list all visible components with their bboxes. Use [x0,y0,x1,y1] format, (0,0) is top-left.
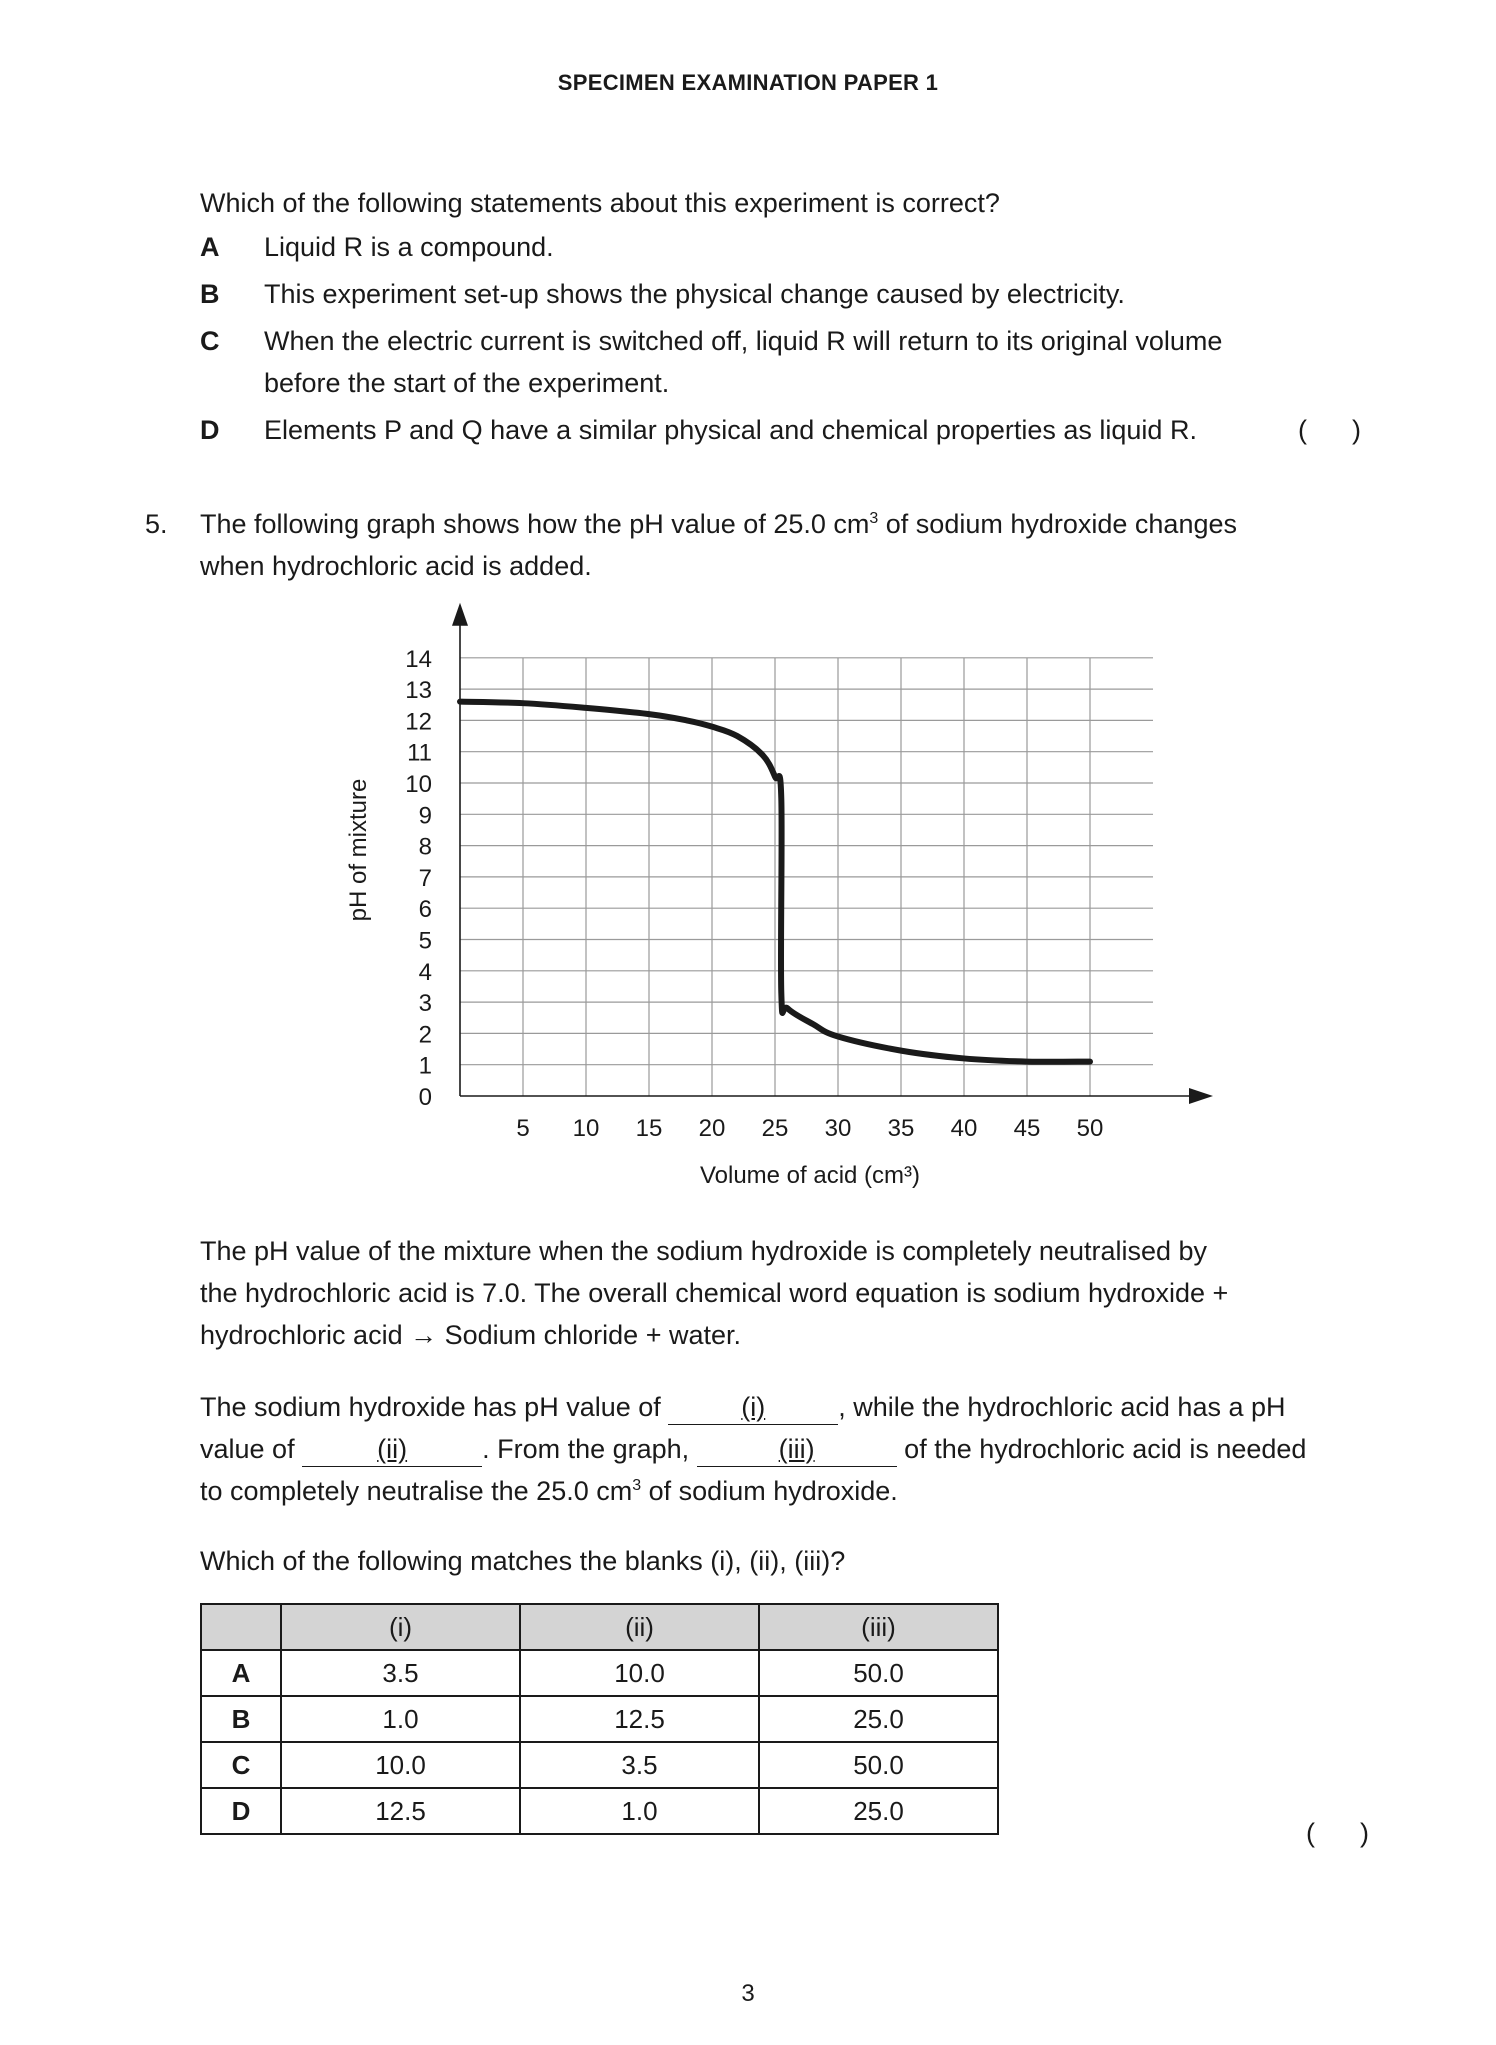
q5-para2-line2 [200,1428,1306,1470]
blank-iii[interactable] [697,1434,897,1467]
blank-iii-label: (iii) [778,1434,815,1464]
y-tick-label: 6 [418,896,432,924]
blank-ii-label: (ii) [377,1434,408,1464]
q5-para2-part-f: to completely neutralise the 25.0 cm [200,1476,633,1506]
y-tick-label: 7 [418,864,432,892]
q4-option-c-text-line2: before the start of the experiment. [264,368,670,398]
table-cell-iii: 50.0 [759,1742,998,1788]
q4-option-a-letter: A [200,232,220,262]
y-tick-label: 13 [405,677,432,705]
q5-stem-line2: when hydrochloric acid is added. [200,551,592,581]
y-tick-label: 3 [418,990,432,1018]
q4-answer-brackets: ( ) [1298,415,1361,445]
q4-option-b-text: This experiment set-up shows the physical change caused by electricity. [264,279,1125,309]
table-row-letter: C [201,1742,281,1788]
table-header-iii: (iii) [759,1604,998,1650]
q5-para1-line2: the hydrochloric acid is 7.0. The overall chemical word equation is sodium hydroxide + [200,1278,1229,1308]
q5-para1-line1: The pH value of the mixture when the sodium hydroxide is completely neutralised by [200,1236,1208,1266]
chart-y-axis-label: pH of mixture [345,778,372,922]
q5-stem-part-a: The following graph shows how the pH value of 25.0 cm [200,509,870,539]
table-row-b[interactable] [201,1696,998,1742]
q4-option-c-letter: C [200,326,220,356]
y-tick-label: 0 [418,1084,432,1111]
q5-para2-line3 [200,1470,898,1512]
table-cell-i: 1.0 [281,1696,520,1742]
q4-option-d-letter: D [200,415,220,445]
y-tick-label: 14 [405,645,432,673]
q5-answer-brackets: ( ) [1306,1818,1369,1848]
table-row-c[interactable] [201,1742,998,1788]
q4-option-d-text: Elements P and Q have a similar physical and chemical properties as liquid R. [264,415,1197,445]
q5-number: 5. [145,509,168,539]
x-axis-arrow [1189,1088,1213,1104]
table-row-letter: A [201,1650,281,1696]
table-cell-ii: 3.5 [520,1742,759,1788]
x-tick-label: 45 [1013,1115,1041,1142]
table-cell-iii: 25.0 [759,1696,998,1742]
table-cell-i: 12.5 [281,1788,520,1834]
q4-option-a-text: Liquid R is a compound. [264,232,554,262]
q4-stem: Which of the following statements about this experiment is correct? [200,188,1000,218]
page-number: 3 [741,1980,755,2007]
y-tick-label: 8 [418,833,432,861]
table-cell-iii: 50.0 [759,1650,998,1696]
table-cell-i: 3.5 [281,1650,520,1696]
table-row-letter: B [201,1696,281,1742]
table-header-blank [201,1604,281,1650]
q4-option-b-letter: B [200,279,220,309]
answer-table-header-row [201,1604,998,1650]
answer-table [200,1603,999,1835]
blank-ii[interactable] [302,1434,482,1467]
x-tick-label: 5 [516,1115,530,1142]
q5-para2-part-d: . From the graph, [482,1434,697,1464]
y-axis-arrow [452,603,468,626]
table-row-letter: D [201,1788,281,1834]
y-tick-label: 9 [418,802,432,830]
table-cell-ii: 10.0 [520,1650,759,1696]
y-tick-label: 4 [418,958,432,986]
x-tick-label: 25 [761,1115,789,1142]
y-tick-label: 10 [405,771,432,798]
table-cell-ii: 1.0 [520,1788,759,1834]
y-tick-label: 2 [418,1021,432,1049]
x-tick-label: 15 [635,1115,663,1142]
x-tick-label: 30 [824,1115,852,1142]
blank-i[interactable] [668,1392,838,1425]
table-header-ii: (ii) [520,1604,759,1650]
table-row-a[interactable] [201,1650,998,1696]
q5-para2-superscript: 3 [632,1477,642,1494]
table-cell-ii: 12.5 [520,1696,759,1742]
table-cell-iii: 25.0 [759,1788,998,1834]
q5-stem-superscript: 3 [869,510,879,527]
chart-x-axis-label: Volume of acid (cm³) [699,1162,921,1189]
q5-stem-part-b: of sodium hydroxide changes [878,509,1237,539]
y-tick-label: 1 [418,1052,432,1080]
x-tick-label: 20 [698,1115,726,1142]
table-header-i: (i) [281,1604,520,1650]
x-tick-label: 50 [1076,1115,1104,1142]
q5-para2-part-e: of the hydrochloric acid is needed [896,1434,1307,1464]
q5-para2-part-a: The sodium hydroxide has pH value of [200,1392,669,1422]
q5-para1-line3: hydrochloric acid → Sodium chloride + water. [200,1320,742,1350]
page-header: SPECIMEN EXAMINATION PAPER 1 [557,70,939,95]
table-row-d[interactable] [201,1788,998,1834]
q4-option-c-text: When the electric current is switched off, liquid R will return to its original volume [264,326,1223,356]
y-tick-label: 11 [407,739,432,767]
q5-para2-line1 [200,1386,1286,1428]
blank-i-label: (i) [741,1392,766,1422]
table-cell-i: 10.0 [281,1742,520,1788]
q5-para2-part-b: , while the hydrochloric acid has a pH [838,1392,1286,1422]
x-tick-label: 40 [950,1115,978,1142]
q5-para2-part-c: value of [200,1434,303,1464]
y-tick-label: 5 [418,927,432,955]
x-tick-label: 10 [572,1115,600,1142]
q5-question: Which of the following matches the blanks (i), (ii), (iii)? [200,1546,846,1576]
x-tick-label: 35 [887,1115,915,1142]
q5-para2-part-g: of sodium hydroxide. [641,1476,898,1506]
y-tick-label: 12 [405,708,432,736]
